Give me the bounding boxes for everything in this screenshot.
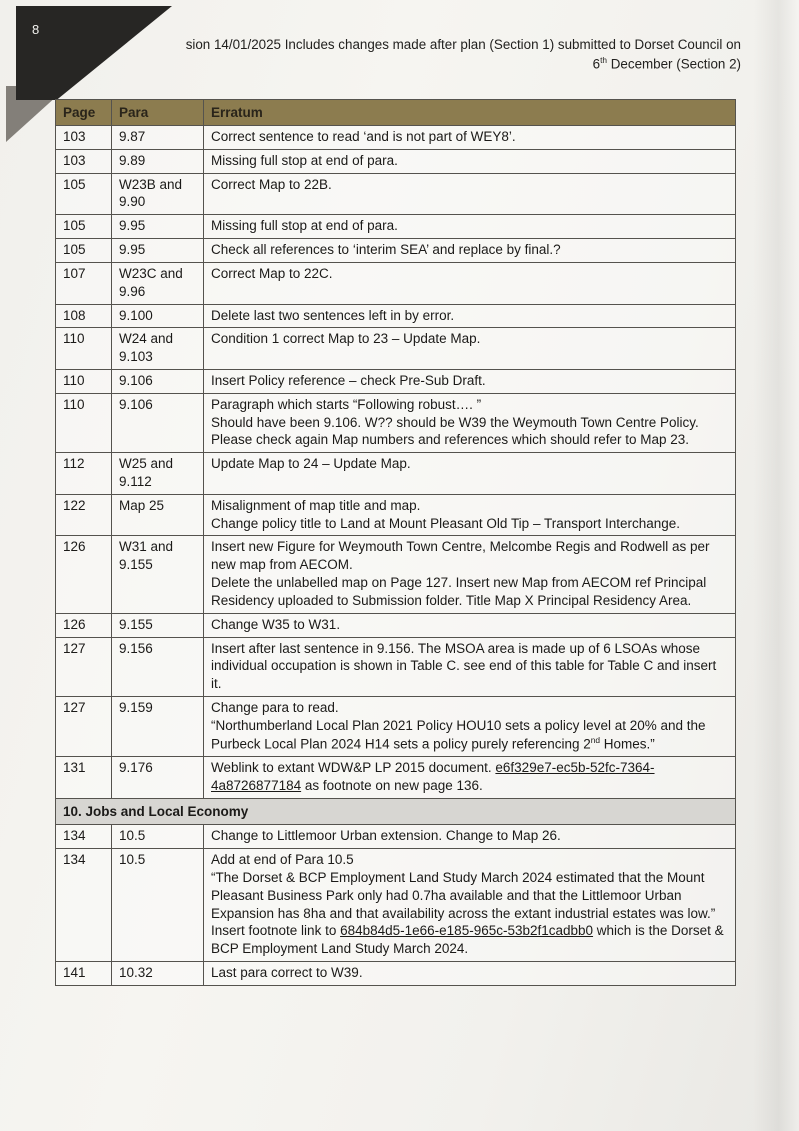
page-cell: 127 <box>56 637 112 696</box>
para-cell: 9.159 <box>112 696 204 756</box>
column-header-page: Page <box>56 100 112 126</box>
erratum-cell <box>204 637 736 696</box>
table-row <box>56 637 736 696</box>
erratum-line: “The Dorset & BCP Employment Land Study March 2024 estimated that the Mount Pleasant Business Park only had 0.7ha available and that the Littlemoor Urban Expansion has 8ha and that availability across the extant industrial estates was low.” <box>211 869 716 921</box>
table-row <box>56 304 736 328</box>
erratum-cell <box>204 825 736 849</box>
erratum-cell <box>204 756 736 798</box>
text-segment: December (Section 2) <box>607 56 741 72</box>
table-row <box>56 149 736 173</box>
section-label: 10. Jobs and Local Economy <box>56 798 736 825</box>
page-cell: 105 <box>56 239 112 263</box>
erratum-line: Correct Map to 22C. <box>211 265 333 281</box>
erratum-cell <box>204 173 736 215</box>
page-cell: 141 <box>56 962 112 986</box>
page-number: 8 <box>32 22 40 37</box>
para-cell: W31 and 9.155 <box>112 536 204 613</box>
erratum-line: Delete the unlabelled map on Page 127. Insert new Map from AECOM ref Principal Residency uploaded to Submission folder. Title Map X Principal Residency Area. <box>211 575 707 608</box>
table-row <box>56 825 736 849</box>
errata-table-body <box>56 126 736 986</box>
erratum-line: Change W35 to W31. <box>211 616 341 632</box>
table-row <box>56 239 736 263</box>
page-cell: 126 <box>56 536 112 613</box>
page-cell: 131 <box>56 756 112 798</box>
page-corner <box>16 6 172 100</box>
column-header-erratum: Erratum <box>204 100 736 126</box>
page-cell: 107 <box>56 262 112 304</box>
page-cell: 112 <box>56 453 112 495</box>
erratum-cell <box>204 328 736 370</box>
erratum-cell <box>204 239 736 263</box>
para-cell: 9.100 <box>112 304 204 328</box>
table-row <box>56 536 736 613</box>
erratum-cell <box>204 149 736 173</box>
erratum-cell <box>204 393 736 452</box>
table-row <box>56 849 736 962</box>
text-segment: 6 <box>592 56 601 72</box>
erratum-line: Insert after last sentence in 9.156. The MSOA area is made up of 6 LSOAs whose individual occupation is shown in Table C. see end of this table for Table C and insert it. <box>211 640 717 692</box>
para-cell: W24 and 9.103 <box>112 328 204 370</box>
para-cell: W23C and 9.96 <box>112 262 204 304</box>
para-cell: 9.155 <box>112 613 204 637</box>
erratum-line: Change para to read. <box>211 699 339 715</box>
erratum-cell <box>204 126 736 150</box>
text-segment: which is the Dorset & BCP Employment Land Study March 2024. <box>211 923 724 957</box>
erratum-line: Update Map to 24 – Update Map. <box>211 456 411 472</box>
header-line-1: sion 14/01/2025 Includes changes made after plan (Section 1) submitted to Dorset Council on <box>185 37 741 52</box>
erratum-line: Should have been 9.106. W?? should be W39 the Weymouth Town Centre Policy. Please check again Map numbers and references which should refer to Map 23. <box>211 414 699 448</box>
para-cell: 9.176 <box>112 756 204 798</box>
document-link[interactable]: e6f329e7-ec5b-52fc-7364-4a8726877184 <box>211 759 655 793</box>
text-segment: Insert footnote link to <box>211 923 341 939</box>
page-cell: 126 <box>56 613 112 637</box>
table-row <box>56 215 736 239</box>
erratum-line: Last para correct to W39. <box>211 965 363 980</box>
page-cell: 105 <box>56 173 112 215</box>
para-cell: 9.95 <box>112 239 204 263</box>
erratum-cell <box>204 262 736 304</box>
para-cell: Map 25 <box>112 494 204 536</box>
page-cell: 108 <box>56 304 112 328</box>
erratum-line: Change to Littlemoor Urban extension. Change to Map 26. <box>211 828 561 844</box>
erratum-cell <box>204 613 736 637</box>
page-cell: 134 <box>56 849 112 962</box>
para-cell: 10.5 <box>112 825 204 849</box>
para-cell: 9.87 <box>112 126 204 150</box>
text-segment: Weblink to extant WDW&P LP 2015 document. <box>211 759 496 775</box>
page-cell: 103 <box>56 126 112 150</box>
erratum-cell <box>204 453 736 495</box>
erratum-cell <box>204 962 736 986</box>
erratum-cell <box>204 494 736 536</box>
table-row <box>56 453 736 495</box>
para-cell: 9.89 <box>112 149 204 173</box>
para-cell: 9.106 <box>112 369 204 393</box>
document-header <box>166 35 741 74</box>
table-row <box>56 696 736 756</box>
erratum-line: Insert new Figure for Weymouth Town Centre, Melcombe Regis and Rodwell as per new map from AECOM. <box>211 539 710 573</box>
table-row <box>56 756 736 798</box>
header-line-2 <box>166 54 741 74</box>
erratum-line <box>211 922 728 958</box>
para-cell: 9.156 <box>112 637 204 696</box>
table-row <box>56 962 736 986</box>
page-cell: 110 <box>56 369 112 393</box>
page-cell: 134 <box>56 825 112 849</box>
table-header <box>56 100 736 126</box>
erratum-line: Condition 1 correct Map to 23 – Update Map. <box>211 331 481 347</box>
header-row <box>56 100 736 126</box>
table-row <box>56 328 736 370</box>
document-link[interactable]: 684b84d5-1e66-e185-965c-53b2f1cadbb0 <box>340 923 594 939</box>
table-row <box>56 393 736 452</box>
erratum-line: Delete last two sentences left in by error. <box>211 307 455 323</box>
para-cell: 9.95 <box>112 215 204 239</box>
erratum-line: Correct Map to 22B. <box>211 176 332 192</box>
erratum-cell <box>204 215 736 239</box>
text-segment: Homes.” <box>600 736 655 752</box>
para-cell: 9.106 <box>112 393 204 452</box>
errata-table <box>55 99 736 986</box>
text-segment: “Northumberland Local Plan 2021 Policy HOU10 sets a policy level at 20% and the Purbeck Local Plan 2024 H14 sets a policy purely referencing 2 <box>211 717 706 752</box>
table-row <box>56 126 736 150</box>
para-cell: W25 and 9.112 <box>112 453 204 495</box>
erratum-cell <box>204 536 736 613</box>
erratum-line: Check all references to ‘interim SEA’ and replace by final.? <box>211 242 561 258</box>
erratum-line: Missing full stop at end of para. <box>211 218 398 234</box>
section-row <box>56 798 736 825</box>
page-cell: 122 <box>56 494 112 536</box>
erratum-line: Misalignment of map title and map. <box>211 497 421 513</box>
para-cell: W23B and 9.90 <box>112 173 204 215</box>
table-row <box>56 173 736 215</box>
erratum-cell <box>204 304 736 328</box>
text-segment: th <box>600 55 608 66</box>
table-row <box>56 369 736 393</box>
page-cell: 103 <box>56 149 112 173</box>
erratum-cell <box>204 696 736 756</box>
erratum-line: Change policy title to Land at Mount Pleasant Old Tip – Transport Interchange. <box>211 515 681 531</box>
erratum-cell <box>204 369 736 393</box>
page-cell: 110 <box>56 328 112 370</box>
scan-edge-shading <box>753 0 799 1131</box>
para-cell: 10.32 <box>112 962 204 986</box>
erratum-line <box>211 717 728 753</box>
page-cell: 127 <box>56 696 112 756</box>
table-row <box>56 494 736 536</box>
erratum-line <box>211 759 728 795</box>
table-row <box>56 262 736 304</box>
erratum-cell <box>204 849 736 962</box>
erratum-line: Paragraph which starts “Following robust…. ” <box>211 396 482 412</box>
column-header-para: Para <box>112 100 204 126</box>
erratum-line: Insert Policy reference – check Pre-Sub Draft. <box>211 372 486 388</box>
erratum-line: Add at end of Para 10.5 <box>211 852 354 868</box>
text-segment: nd <box>590 734 601 745</box>
table-row <box>56 613 736 637</box>
erratum-line: Missing full stop at end of para. <box>211 152 398 168</box>
text-segment: as footnote on new page 136. <box>301 777 483 793</box>
para-cell: 10.5 <box>112 849 204 962</box>
page-cell: 105 <box>56 215 112 239</box>
erratum-line: Correct sentence to read ‘and is not part of WEY8’. <box>211 129 516 144</box>
page-cell: 110 <box>56 393 112 452</box>
